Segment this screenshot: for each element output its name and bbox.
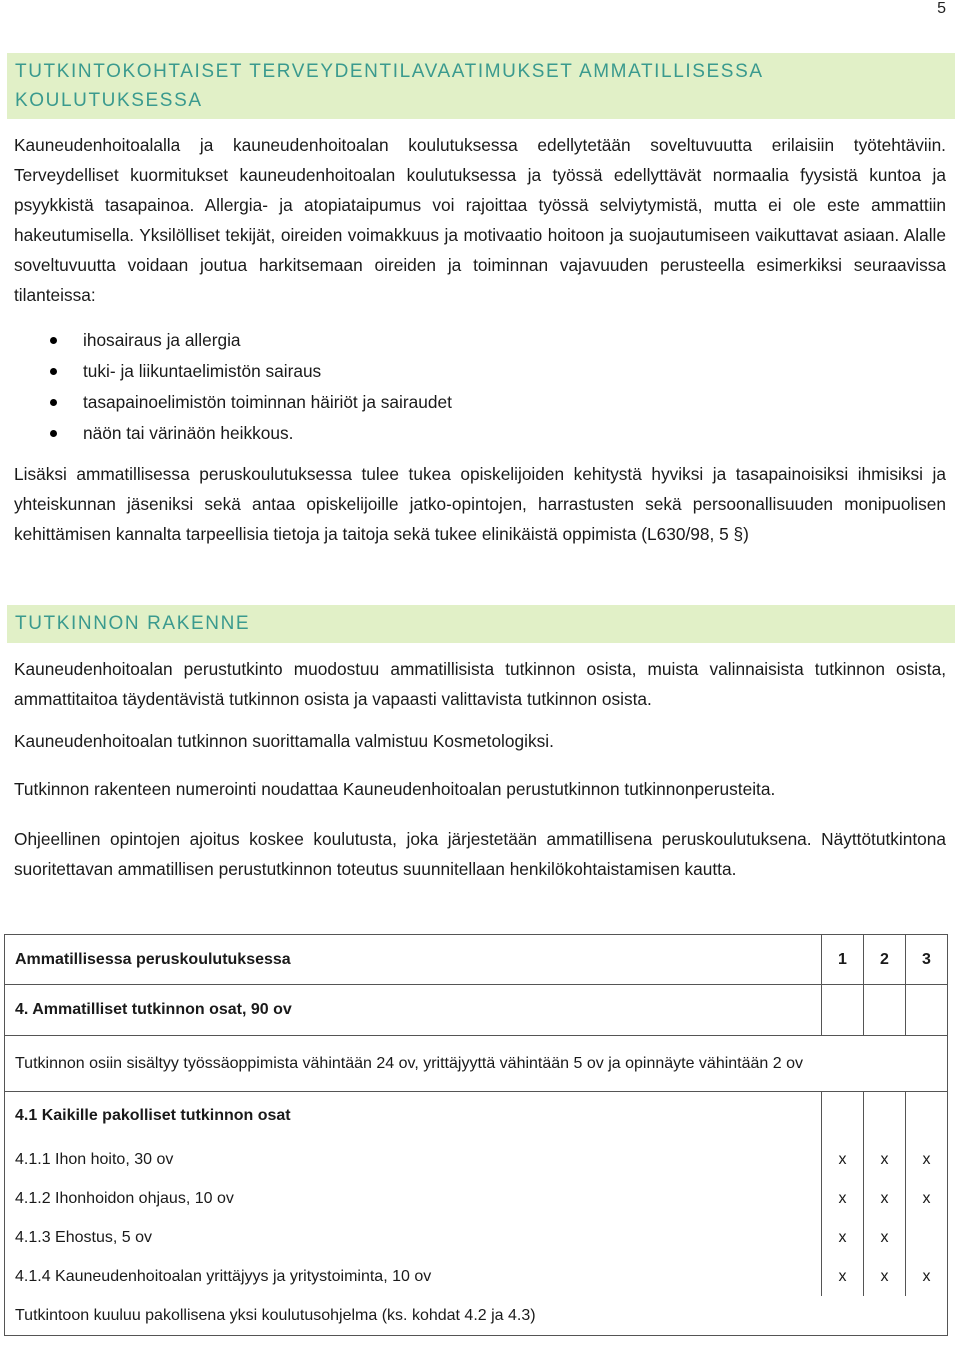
list-item: näön tai värinäön heikkous. bbox=[14, 418, 914, 449]
item-mark: x bbox=[864, 1218, 906, 1257]
item-mark: x bbox=[822, 1218, 864, 1257]
timing-paragraph: Ohjeellinen opintojen ajoitus koskee koulutusta, joka järjestetään ammatillisena peruskoulutuksena. Näyttötutkintona suoritettavan ammatillisen perustutkinnon toteutus suunnitellaan henkilökohtaistamisen kautta. bbox=[14, 829, 946, 879]
item-mark: x bbox=[906, 1179, 948, 1218]
item-label: 4.1.4 Kauneudenhoitoalan yrittäjyys ja yritystoiminta, 10 ov bbox=[5, 1257, 822, 1296]
section-heading-structure: TUTKINNON RAKENNE bbox=[7, 605, 955, 643]
structure-paragraph: Kauneudenhoitoalan perustutkinto muodostuu ammatillisista tutkinnon osista, muista valinnaisista tutkinnon osista, ammattitaitoa täydentävistä tutkinnon osista ja vapaasti valittavista tutkinnon osista. bbox=[14, 659, 946, 709]
list-item: tuki- ja liikuntaelimistön sairaus bbox=[14, 356, 914, 387]
table-row bbox=[5, 1257, 948, 1296]
item-mark: x bbox=[906, 1140, 948, 1179]
item-label: 4.1.1 Ihon hoito, 30 ov bbox=[5, 1140, 822, 1179]
item-label: 4.1.2 Ihonhoidon ohjaus, 10 ov bbox=[5, 1179, 822, 1218]
table-row bbox=[5, 1296, 948, 1336]
bullet-icon bbox=[50, 368, 57, 375]
table-row bbox=[5, 985, 948, 1036]
qualification-paragraph: Kauneudenhoitoalan tutkinnon suorittamalla valmistuu Kosmetologiksi. bbox=[14, 731, 554, 751]
table-header-row bbox=[5, 935, 948, 985]
page-number: 5 bbox=[937, 0, 946, 17]
table-row bbox=[5, 1179, 948, 1218]
bullet-icon bbox=[50, 337, 57, 344]
bullet-icon bbox=[50, 430, 57, 437]
structure-table bbox=[4, 934, 948, 1336]
heading-line-2: KOULUTUKSESSA bbox=[15, 90, 203, 111]
item-mark bbox=[906, 1218, 948, 1257]
item-mark: x bbox=[906, 1257, 948, 1296]
subsection-label: 4.1 Kaikille pakolliset tutkinnon osat bbox=[5, 1092, 822, 1141]
table-row bbox=[5, 1036, 948, 1092]
col-header-2: 2 bbox=[864, 935, 906, 985]
education-goals-paragraph: Lisäksi ammatillisessa peruskoulutuksessa tulee tukea opiskelijoiden kehitystä hyviksi ja tasapainoisiksi ihmisiksi ja yhteiskunnan jäseniksi sekä antaa opiskelijoille jatko-opintojen, harrastusten sekä persoonallisuuden monipuolisen kehittämisen kannalta tarpeellisia tietoja ja taitoja sekä tukee elinikäistä oppimista (L630/98, 5 §) bbox=[14, 464, 946, 544]
table-header-label: Ammatillisessa peruskoulutuksessa bbox=[5, 935, 822, 985]
footer-note-label: Tutkintoon kuuluu pakollisena yksi koulutusohjelma (ks. kohdat 4.2 ja 4.3) bbox=[5, 1296, 948, 1336]
heading-line-1: TUTKINTOKOHTAISET TERVEYDENTILAVAATIMUKSET AMMATILLISESSA bbox=[15, 61, 764, 82]
note-row-label: Tutkinnon osiin sisältyy työssäoppimista vähintään 24 ov, yrittäjyyttä vähintään 5 ov ja opinnäyte vähintään 2 ov bbox=[5, 1036, 948, 1092]
table-row bbox=[5, 1140, 948, 1179]
item-label: 4.1.3 Ehostus, 5 ov bbox=[5, 1218, 822, 1257]
item-mark: x bbox=[822, 1140, 864, 1179]
health-requirements-paragraph: Kauneudenhoitoalalla ja kauneudenhoitoalan koulutuksessa edellytetään soveltuvuutta erilaisiin työtehtäviin. Terveydelliset kuormitukset kauneudenhoitoalan koulutuksessa ja työssä edellyttävät normaalia fyysistä kuntoa ja psyykkistä tasapainoa. Allergia- ja atopiataipumus voi rajoittaa työssä selviytymistä, mutta ei ole este ammattiin hakeutumisella. Yksilölliset tekijät, oireiden voimakkuus ja motivaatio hoitoon ja suojautumiseen vaikuttavat asiaan. Alalle soveltuvuutta voidaan joutua harkitsemaan oireiden ja toiminnan vajavuuden perusteella esimerkiksi seuraavissa tilanteissa: bbox=[14, 135, 946, 305]
section-row-label: 4. Ammatilliset tutkinnon osat, 90 ov bbox=[5, 985, 822, 1036]
table-row bbox=[5, 1092, 948, 1141]
section-heading-health-requirements bbox=[7, 53, 955, 119]
numbering-paragraph: Tutkinnon rakenteen numerointi noudattaa Kauneudenhoitoalan perustutkinnon tutkinnonperusteita. bbox=[14, 779, 776, 799]
item-mark: x bbox=[864, 1257, 906, 1296]
item-mark: x bbox=[822, 1179, 864, 1218]
conditions-list bbox=[14, 325, 914, 449]
list-item: tasapainoelimistön toiminnan häiriöt ja sairaudet bbox=[14, 387, 914, 418]
item-mark: x bbox=[822, 1257, 864, 1296]
col-header-1: 1 bbox=[822, 935, 864, 985]
item-mark: x bbox=[864, 1140, 906, 1179]
col-header-3: 3 bbox=[906, 935, 948, 985]
item-mark: x bbox=[864, 1179, 906, 1218]
list-item: ihosairaus ja allergia bbox=[14, 325, 914, 356]
bullet-icon bbox=[50, 399, 57, 406]
table-row bbox=[5, 1218, 948, 1257]
